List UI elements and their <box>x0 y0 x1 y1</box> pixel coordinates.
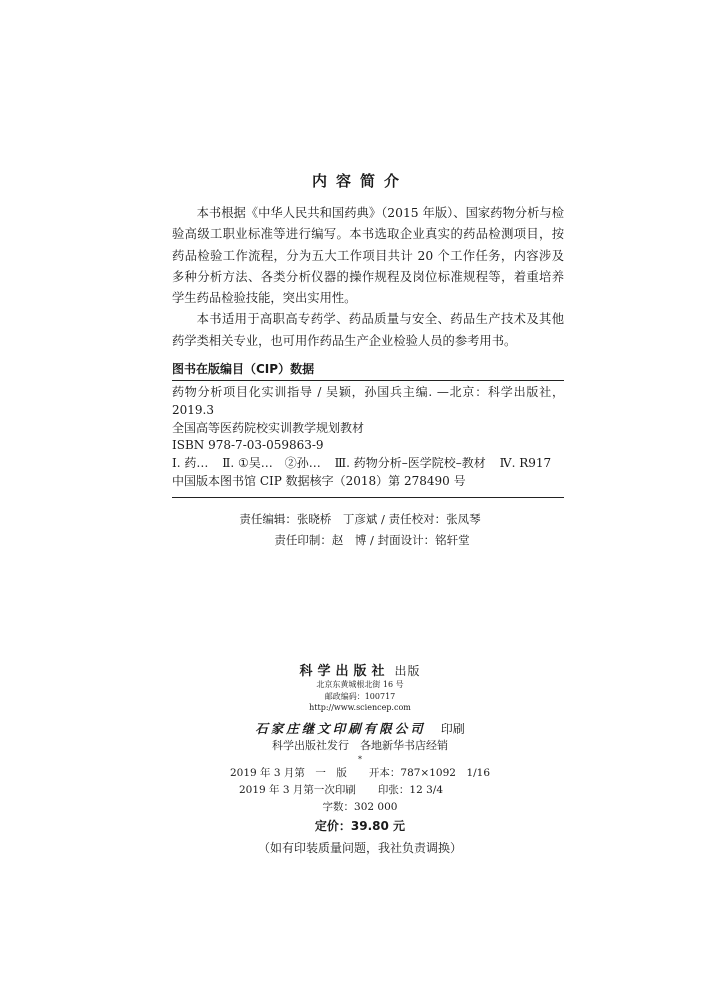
cip-bottom-rule <box>172 497 564 498</box>
intro-title: 内容简介 <box>311 172 408 190</box>
cip-class-item: Ⅳ. R917 <box>499 456 552 471</box>
quality-notice: （如有印装质量问题，我社负责调换） <box>257 840 462 855</box>
printing: 2019 年 3 月第一次印刷 <box>238 783 356 796</box>
imprint-block <box>0 660 720 860</box>
publisher-website: http://www.sciencep.com <box>309 703 411 712</box>
publisher-line <box>0 660 720 679</box>
wordcount: 字数：302 000 <box>322 800 398 813</box>
printer-suffix: 印刷 <box>440 721 465 736</box>
printer-line <box>0 718 720 737</box>
distribution-line: 科学出版社发行 各地新华书店经销 <box>272 738 448 752</box>
cip-class-item: Ⅲ. 药物分析–医学院校–教材 <box>334 456 486 471</box>
cip-record <box>172 384 564 491</box>
cip-class-item: Ⅰ. 药… <box>172 456 209 471</box>
cip-isbn: ISBN 978-7-03-059863-9 <box>172 438 324 453</box>
printing-line <box>0 782 720 799</box>
intro-paragraph: 本书根据《中华人民共和国药典》（2015 年版）、国家药物分析与检验高级工职业标准等进行编写。本书选取企业真实的药品检测项目，按药品检验工作流程，分为五大工作项目共计 20 个工作任务，内容涉及多种分析方法、各类分析仪器的操作规程及岗位标准规程等，着重培养学生药品检验技能，突出实用性。 <box>172 206 564 306</box>
intro-body <box>172 203 564 352</box>
publisher-postcode: 邮政编码：100717 <box>324 691 396 701</box>
cip-top-rule <box>172 380 564 381</box>
cip-classification <box>172 455 564 473</box>
edition-line <box>0 765 720 782</box>
cip-series: 全国高等医药院校实训教学规划教材 <box>172 420 365 435</box>
publisher-suffix: 出版 <box>394 664 421 678</box>
cip-entry: 药物分析项目化实训指导 / 吴颖，孙国兵主编. —北京：科学出版社，2019.3 <box>172 385 564 417</box>
separator-star: * <box>358 754 362 764</box>
publisher-name: 科学出版社 <box>299 664 390 679</box>
price: 定价：39.80 元 <box>314 818 406 833</box>
printer-name: 石家庄继文印刷有限公司 <box>255 720 426 736</box>
cip-verification: 中国版本图书馆 CIP 数据核字（2018）第 278490 号 <box>172 473 466 488</box>
cip-class-item: Ⅱ. ①吴… ②孙… <box>222 456 321 471</box>
format: 开本：787×1092 1/16 <box>368 766 491 779</box>
credits-production: 责任印制：赵 博 / 封面设计：铭轩堂 <box>274 533 470 547</box>
intro-paragraph: 本书适用于高职高专药学、药品质量与安全、药品生产技术及其他药学类相关专业，也可用作药品生产企业检验人员的参考用书。 <box>172 312 564 348</box>
edition: 2019 年 3 月第 一 版 <box>229 766 347 779</box>
credits-editors: 责任编辑：张晓桥 丁彦斌 / 责任校对：张凤琴 <box>239 512 481 526</box>
sheets: 印张：12 3/4 <box>377 783 444 796</box>
publisher-address: 北京东黄城根北街 16 号 <box>316 680 404 689</box>
cip-heading: 图书在版编目（CIP）数据 <box>172 362 315 376</box>
